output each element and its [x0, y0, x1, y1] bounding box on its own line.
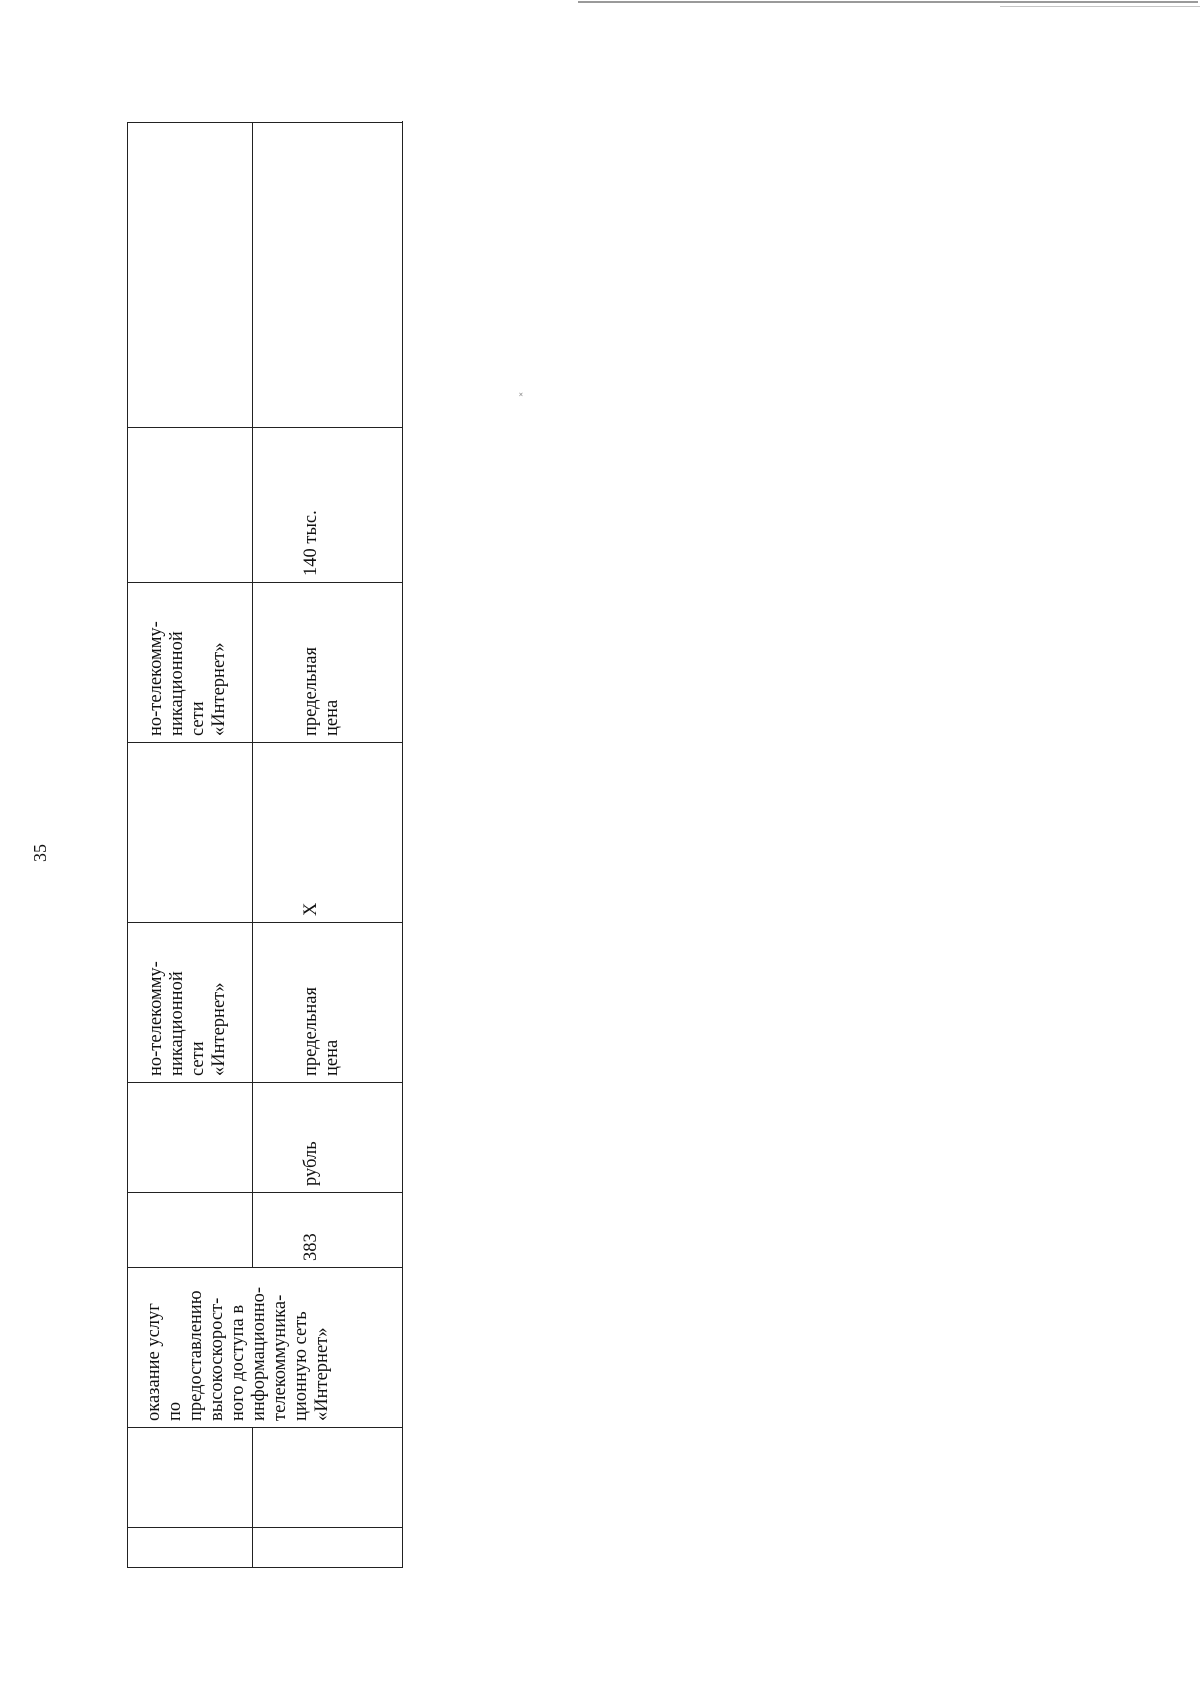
scan-edge-line	[1000, 6, 1200, 7]
table-cell	[128, 1083, 253, 1193]
table-cell-indicator: предельная цена	[253, 923, 403, 1083]
table-cell-code: 383	[253, 1193, 403, 1268]
table-cell-value: 140 тыс.	[253, 428, 403, 583]
table-cell	[128, 1428, 253, 1528]
procurement-table	[127, 122, 403, 1568]
table-cell	[128, 428, 253, 583]
table-cell	[128, 123, 253, 428]
scan-speck: ˟	[519, 392, 523, 403]
rotated-table-wrapper	[127, 123, 402, 1568]
scan-edge-line	[578, 1, 1198, 3]
table-cell-indicator: предельная цена	[253, 583, 403, 743]
table-cell	[253, 1528, 403, 1568]
table-cell	[128, 743, 253, 923]
table-cell-mark: X	[253, 743, 403, 923]
table-cell-unit: рубль	[253, 1083, 403, 1193]
table-cell: но-телекомму- никационной сети «Интернет»	[128, 923, 253, 1083]
table-row	[128, 123, 253, 1568]
table-cell	[253, 123, 403, 428]
table-cell: но-телекомму- никационной сети «Интернет»	[128, 583, 253, 743]
page-number: 35	[30, 844, 50, 862]
table-cell	[128, 1528, 253, 1568]
table-cell-service-name: оказание услуг по предоставлению высокоскорост- ного доступа в информационно- телекоммуника- ционную сеть «Интернет»	[128, 1268, 403, 1428]
table-cell	[253, 1428, 403, 1528]
table-cell	[128, 1193, 253, 1268]
